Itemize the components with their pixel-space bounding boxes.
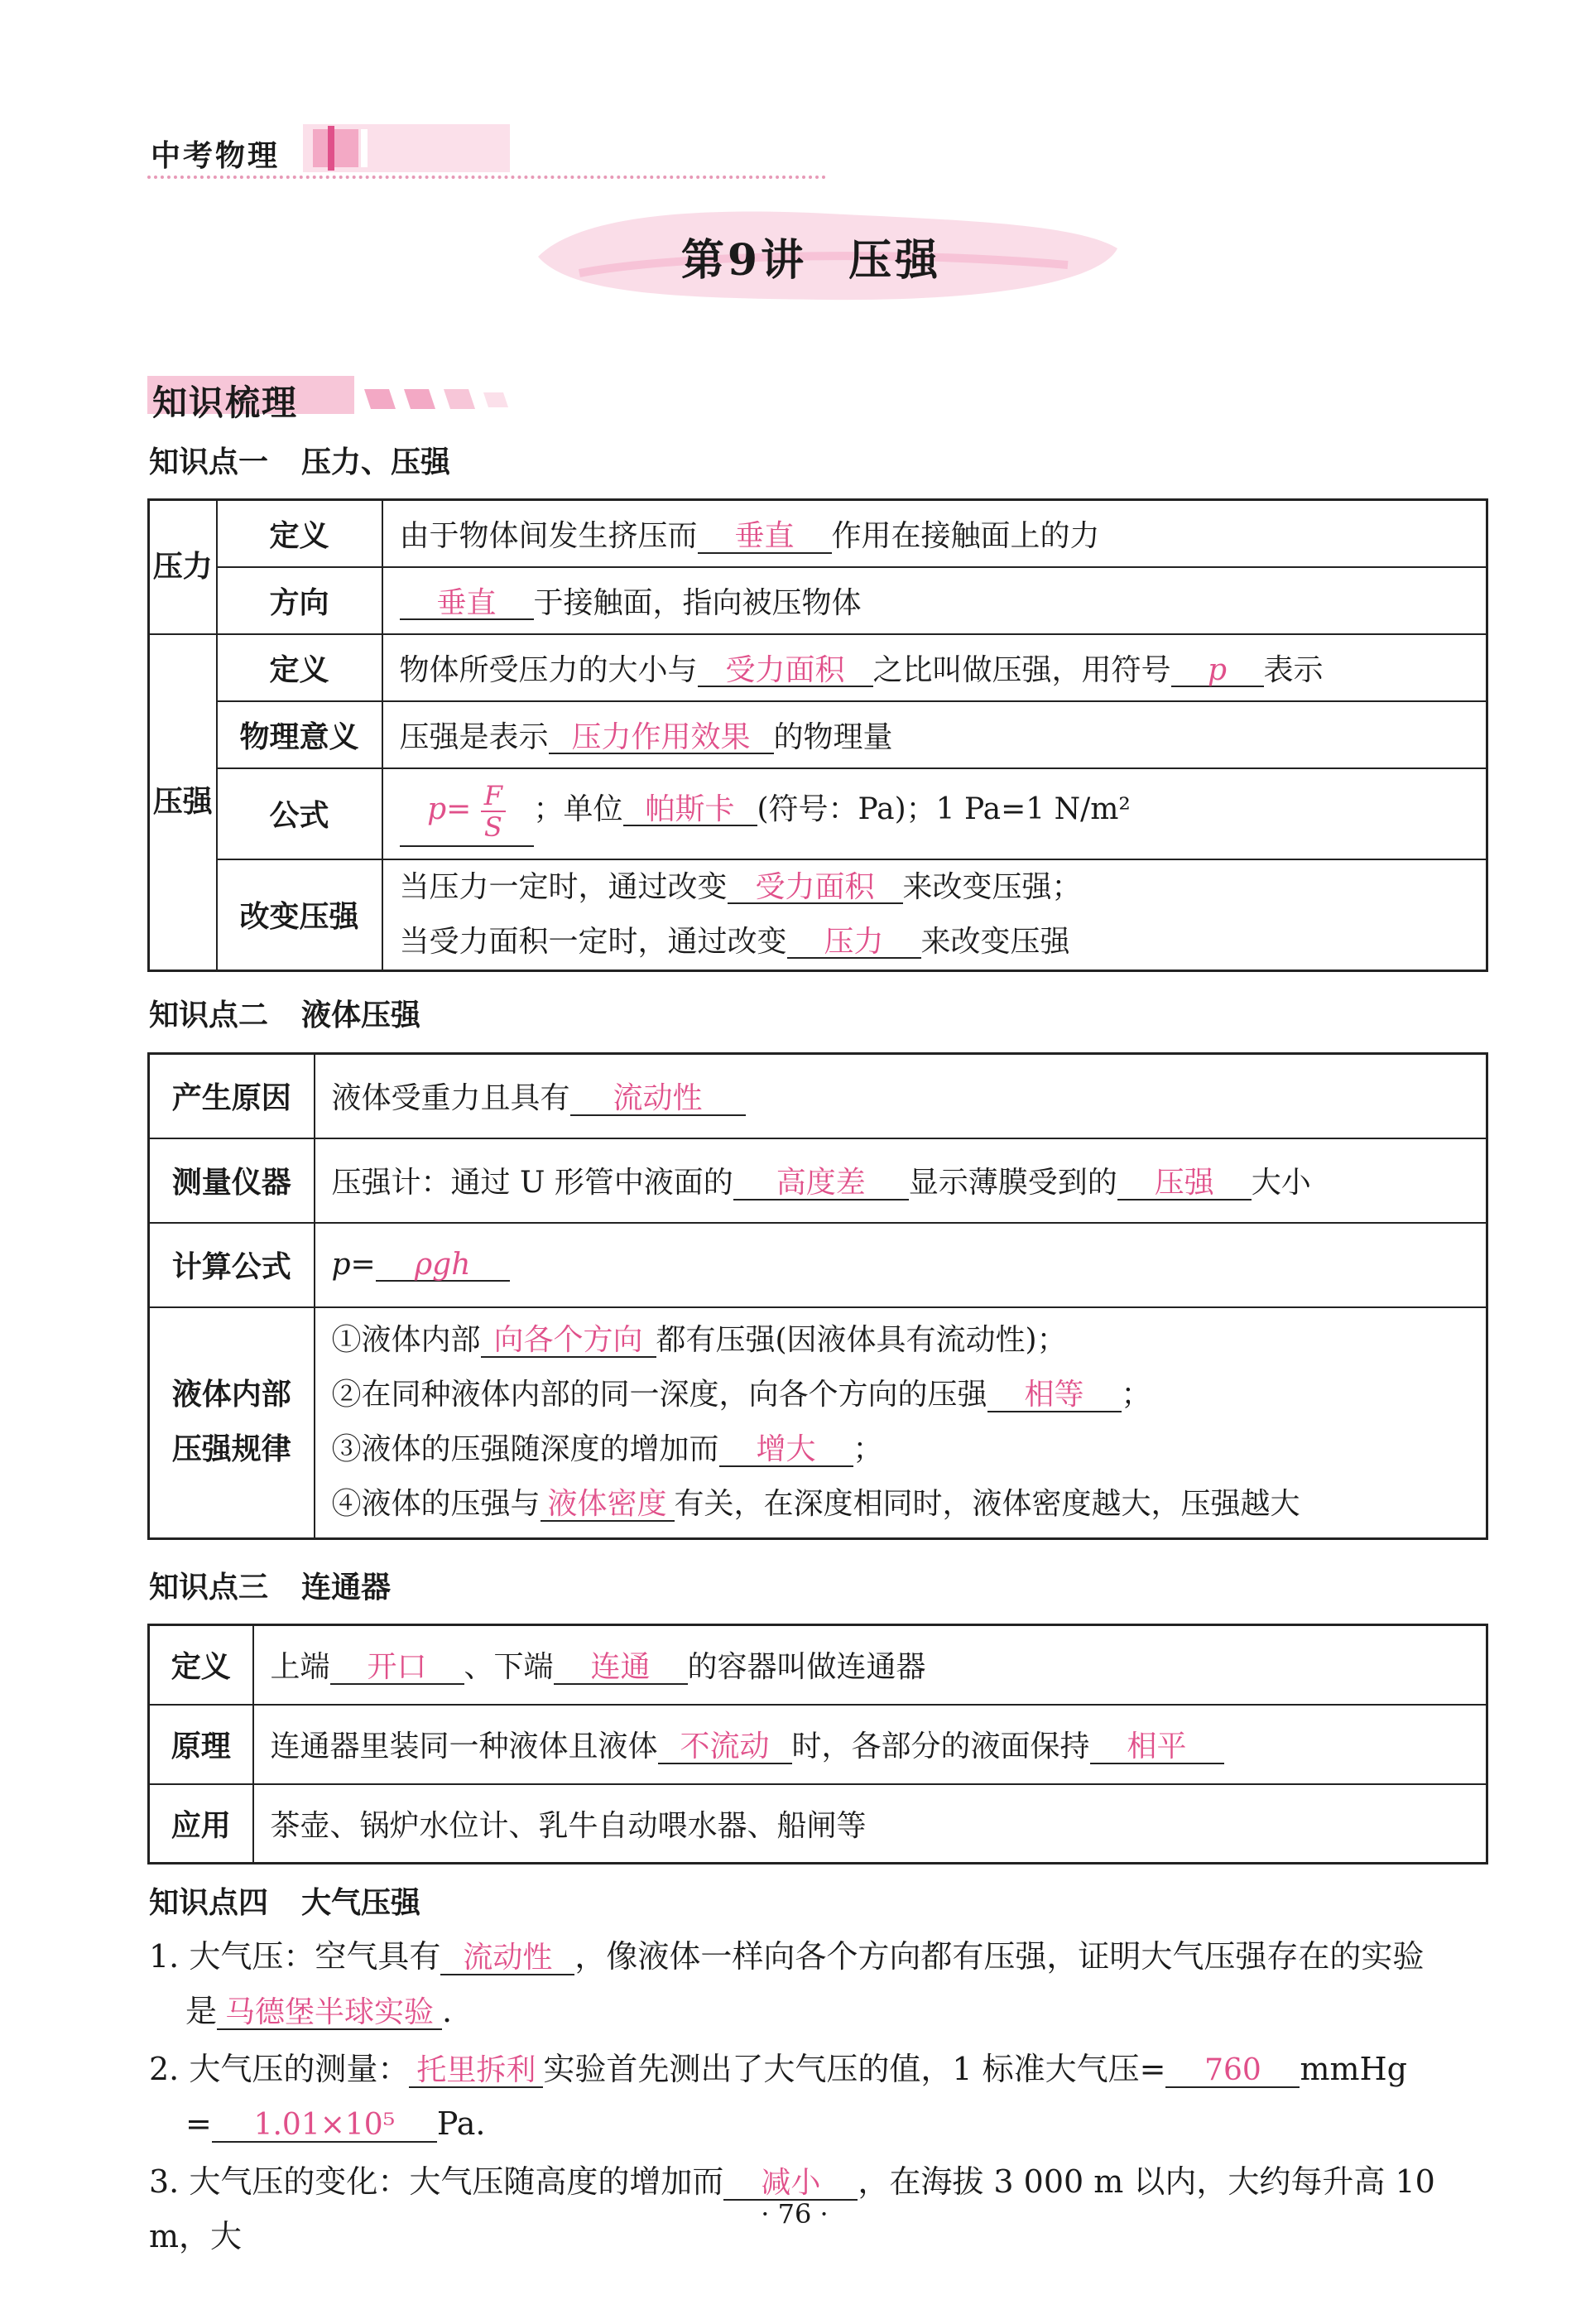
- kp3-table: [147, 1624, 1488, 1864]
- table-row: [149, 500, 1487, 567]
- row-header: 公式: [217, 768, 382, 859]
- answer-blank: ρgh: [376, 1249, 510, 1282]
- kp1-title: 压力、压强: [301, 445, 451, 479]
- answer-blank: 相等: [987, 1379, 1122, 1412]
- kp2-title: 液体压强: [301, 998, 421, 1032]
- table-cell: 物体所受压力的大小与 受力面积 之比叫做压强，用符号 p 表示: [382, 634, 1487, 701]
- kp3-number: 知识点三: [149, 1571, 269, 1605]
- chapter-banner: [530, 199, 1126, 315]
- answer-blank: 减小: [723, 2168, 858, 2201]
- chapter-topic: 压强: [848, 235, 942, 286]
- kp4-paragraph-3: 3. 大气压的变化：大气压随高度的增加而 减小 ，在海拔 3 000 m 以内，大约每升高 10 m，大: [149, 2163, 1435, 2254]
- answer-blank: 向各个方向: [481, 1325, 656, 1358]
- table-row: [149, 1625, 1487, 1705]
- table-cell: p= $\frac{F}{S}$ ；单位 帕斯卡 (符号：Pa)；1 Pa=1 N/m²: [382, 768, 1487, 859]
- answer-blank: 受力面积: [728, 872, 903, 905]
- table-row: [149, 567, 1487, 634]
- answer-blank: 垂直: [698, 521, 832, 554]
- table-row: [149, 1138, 1487, 1223]
- answer-blank: p: [1171, 655, 1264, 688]
- answer-blank: 压力作用效果: [549, 722, 774, 755]
- row-header: 方向: [217, 567, 382, 634]
- answer-blank: 不流动: [658, 1731, 792, 1764]
- row-header: 产生原因: [149, 1054, 315, 1138]
- table-row: [149, 859, 1487, 971]
- answer-blank: 压力: [787, 926, 921, 960]
- section-heading: [147, 371, 536, 421]
- table-cell: 上端 开口 、下端 连通 的容器叫做连通器: [253, 1625, 1487, 1705]
- table-cell: 茶壶、锅炉水位计、乳牛自动喂水器、船闸等: [253, 1784, 1487, 1864]
- formula-fraction: $\frac{F}{S}$: [481, 781, 506, 842]
- table-cell: 当压力一定时，通过改变 受力面积 来改变压强； 当受力面积一定时，通过改变 压力 来改变压强: [382, 859, 1487, 971]
- chapter-title: [530, 225, 1093, 287]
- answer-blank: 流动性: [570, 1083, 746, 1116]
- section-title: 知识梳理: [152, 383, 299, 423]
- answer-blank: 受力面积: [698, 655, 873, 688]
- kp4-heading: [149, 1879, 454, 1922]
- kp4-paragraph-2: 2. 大气压的测量： 托里拆利 实验首先测出了大气压的值，1 标准大气压= 760 mmHg = 1.01×10⁵ Pa.: [149, 2051, 1407, 2142]
- table-cell: 压强计：通过 U 形管中液面的 高度差 显示薄膜受到的 压强 大小: [315, 1138, 1487, 1223]
- answer-blank: 压强: [1117, 1167, 1252, 1200]
- kp1-table: [147, 498, 1488, 972]
- kp2-table: [147, 1052, 1488, 1540]
- kp1-heading: [149, 439, 483, 481]
- row-header: 应用: [149, 1784, 253, 1864]
- pressure-label: 压强: [149, 634, 217, 971]
- table-cell: 垂直 于接触面，指向被压物体: [382, 567, 1487, 634]
- row-header: 定义: [217, 500, 382, 567]
- table-row: [149, 634, 1487, 701]
- header-dotted-rule: [147, 176, 826, 179]
- kp3-heading: [149, 1564, 424, 1606]
- answer-blank: 增大: [719, 1434, 853, 1467]
- table-row: [149, 1307, 1487, 1539]
- kp2-heading: [149, 992, 454, 1034]
- row-header: 定义: [217, 634, 382, 701]
- answer-blank: 760: [1165, 2055, 1300, 2088]
- row-header: 液体内部 压强规律: [149, 1307, 315, 1539]
- row-header: 原理: [149, 1705, 253, 1784]
- answer-blank: 帕斯卡: [623, 794, 757, 827]
- table-cell: ①液体内部 向各个方向 都有压强(因液体具有流动性)； ②在同种液体内部的同一深度，向各个方向的压强 相等 ； ③液体的压强随深度的增加而 增大 ； ④液体的压强与 液体密度 有关，在深度相同时，液体密度越大，压强越大: [315, 1307, 1487, 1539]
- answer-blank: 液体密度: [541, 1489, 675, 1522]
- answer-blank: 高度差: [733, 1167, 909, 1200]
- answer-blank: 托里拆利: [409, 2055, 543, 2088]
- table-cell: 由于物体间发生挤压而 垂直 作用在接触面上的力: [382, 500, 1487, 567]
- pressure-force-label: 压力: [149, 500, 217, 634]
- table-row: [149, 701, 1487, 768]
- table-row: [149, 1223, 1487, 1307]
- page-number: · 76 ·: [761, 2198, 829, 2230]
- table-cell: 液体受重力且具有 流动性: [315, 1054, 1487, 1138]
- answer-blank: 1.01×10⁵: [212, 2110, 437, 2143]
- chapter-number: 第9讲: [680, 235, 808, 286]
- answer-blank: 连通: [554, 1652, 688, 1685]
- kp1-number: 知识点一: [149, 445, 269, 479]
- table-cell: 压强是表示 压力作用效果 的物理量: [382, 701, 1487, 768]
- kp4-title: 大气压强: [301, 1886, 421, 1920]
- table-row: [149, 1705, 1487, 1784]
- table-cell: p= ρgh: [315, 1223, 1487, 1307]
- table-row: [149, 768, 1487, 859]
- answer-blank: 开口: [330, 1652, 464, 1685]
- book-logo-icon: [303, 124, 510, 172]
- answer-blank: 流动性: [440, 1942, 574, 1975]
- row-header: 定义: [149, 1625, 253, 1705]
- kp2-number: 知识点二: [149, 998, 269, 1032]
- row-header: 物理意义: [217, 701, 382, 768]
- page-header: [147, 124, 826, 182]
- table-row: [149, 1054, 1487, 1138]
- answer-blank: 相平: [1090, 1731, 1224, 1764]
- row-header: 测量仪器: [149, 1138, 315, 1223]
- kp3-title: 连通器: [301, 1571, 392, 1605]
- kp4-number: 知识点四: [149, 1886, 269, 1920]
- formula-blank: p= $\frac{F}{S}$: [400, 781, 534, 847]
- answer-blank: 垂直: [400, 588, 534, 621]
- kp4-paragraph-1: 1. 大气压：空气具有 流动性 ，像液体一样向各个方向都有压强，证明大气压强存在的实验 是 马德堡半球实验 .: [149, 1938, 1425, 2029]
- answer-blank: 马德堡半球实验: [217, 1997, 442, 2030]
- subject-label: 中考物理: [151, 139, 281, 173]
- row-header: 改变压强: [217, 859, 382, 971]
- table-cell: 连通器里装同一种液体且液体 不流动 时，各部分的液面保持 相平: [253, 1705, 1487, 1784]
- table-row: [149, 1784, 1487, 1864]
- row-header: 计算公式: [149, 1223, 315, 1307]
